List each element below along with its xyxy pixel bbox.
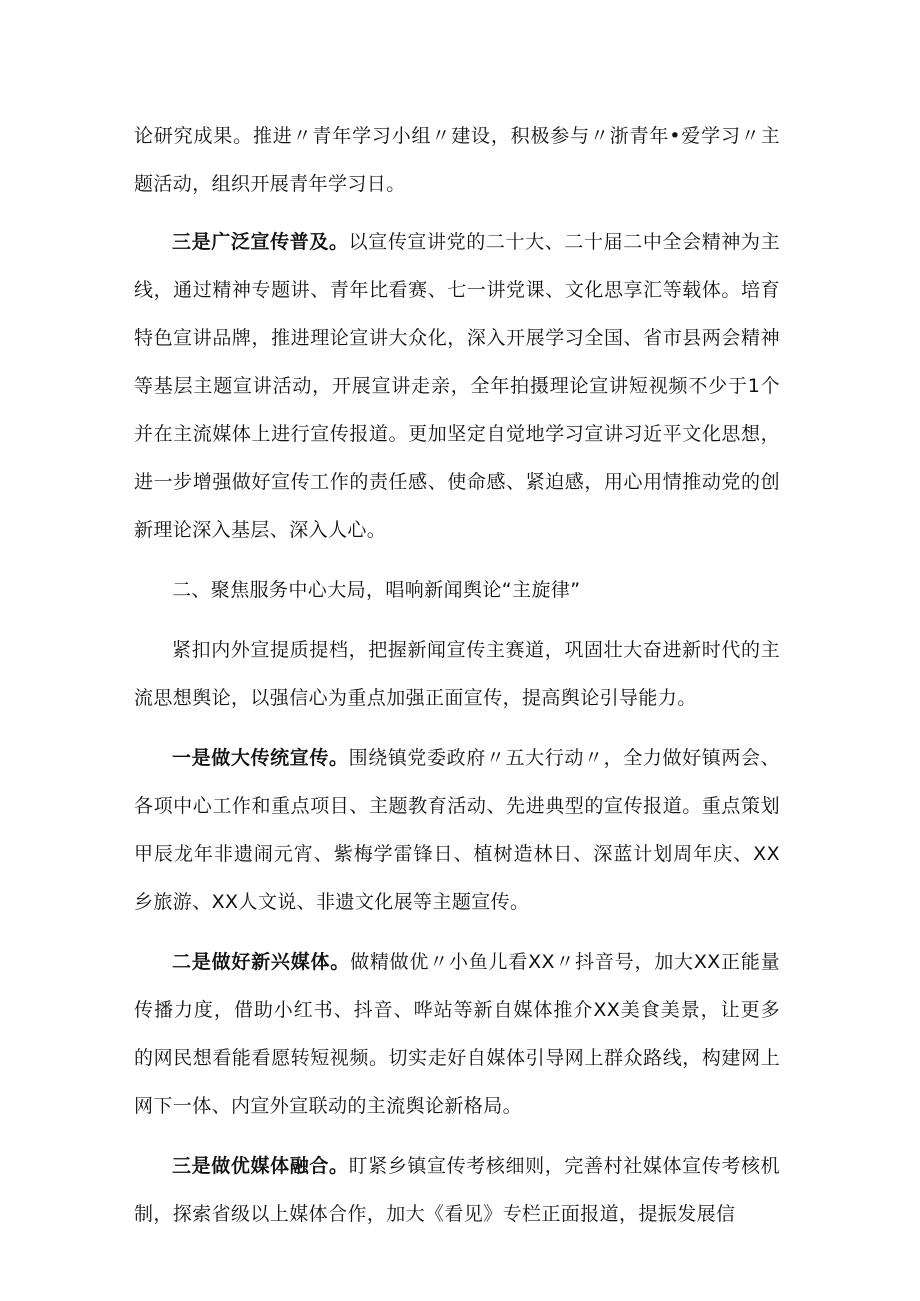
paragraph-intro [134, 626, 780, 722]
paragraph-continued [134, 112, 780, 208]
document-body [134, 112, 780, 1250]
paragraph-new-media [134, 938, 780, 1130]
paragraph-traditional-publicity [134, 734, 780, 926]
section-heading [134, 566, 780, 614]
paragraph-lead: 三是做优媒体融合。 [172, 1155, 349, 1177]
paragraph-text: 围绕镇党委政府〃五大行动〃，全力做好镇两会、各项中心工作和重点项目、主题教育活动、先进典型的宣传报道。重点策划甲辰龙年非遗闹元宵、紫梅学雷锋日、植树造林日、深蓝计划周年庆、XX乡旅游、XX人文说、非遗文化展等主题宣传。 [134, 747, 780, 913]
paragraph-lead: 一是做大传统宣传。 [172, 747, 349, 769]
paragraph-text: 紧扣内外宣提质提档，把握新闻宣传主赛道，巩固壮大奋进新时代的主流思想舆论，以强信心为重点加强正面宣传，提高舆论引导能力。 [134, 639, 780, 709]
paragraph-media-integration [134, 1142, 780, 1238]
paragraph-broad-publicity [134, 218, 780, 554]
paragraph-text: 论研究成果。推进〃青年学习小组〃建设，积极参与〃浙青年•爱学习〃主题活动，组织开展青年学习日。 [134, 125, 780, 195]
paragraph-lead: 二是做好新兴媒体。 [172, 951, 351, 973]
paragraph-text: 做精做优〃小鱼儿看XX〃抖音号，加大XX正能量传播力度，借助小红书、抖音、哗站等新自媒体推介XX美食美景，让更多的网民想看能看愿转短视频。切实走好自媒体引导网上群众路线，构建网上网下一体、内宣外宣联动的主流舆论新格局。 [134, 951, 781, 1117]
paragraph-text: 以宣传宣讲党的二十大、二十届二中全会精神为主线，通过精神专题讲、青年比看赛、七一讲党课、文化思享汇等载体。培育特色宣讲品牌，推进理论宣讲大众化，深入开展学习全国、省市县两会精神等基层主题宣讲活动，开展宣讲走亲，全年拍摄理论宣讲短视频不少于1个并在主流媒体上进行宣传报道。更加坚定自觉地学习宣讲习近平文化思想，进一步增强做好宣传工作的责任感、使命感、紧迫感，用心用情推动党的创新理论深入基层、深入人心。 [134, 231, 780, 541]
paragraph-text: 盯紧乡镇宣传考核细则，完善村社媒体宣传考核机制，探索省级以上媒体合作，加大《看见》专栏正面报道，提振发展信 [134, 1155, 780, 1225]
paragraph-lead: 三是广泛宣传普及。 [172, 231, 349, 253]
section-heading-text: 二、聚焦服务中心大局，唱响新闻舆论“主旋律” [172, 579, 581, 601]
